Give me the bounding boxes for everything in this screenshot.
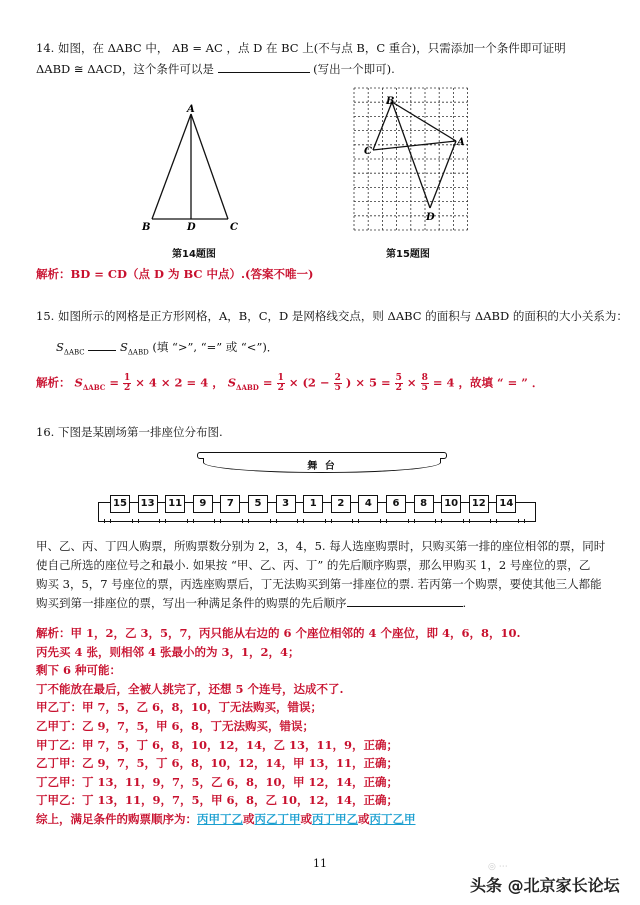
stage-label: 舞 台 bbox=[307, 461, 337, 472]
fraction-one-half bbox=[123, 374, 131, 393]
q14-analysis-label: 解析： bbox=[36, 267, 71, 281]
q16-para-line-2: 使自己所选的座位号之和最小. 如果按 “甲、乙、丙、丁” 的先后顺序购票，那么甲购买 1，2 号座位的票，乙 bbox=[36, 558, 591, 572]
q14-line2 bbox=[36, 60, 395, 77]
q14-analysis bbox=[36, 266, 313, 282]
q16-analysis-line-8: 乙丁甲：乙 9，7，5，丁 6，8，10，12，14，甲 13，11，正确； bbox=[36, 756, 399, 771]
q15-ans-part1: × 4 × 2 = 4 ， bbox=[135, 375, 224, 390]
q15-analysis-label: 解析： bbox=[36, 375, 71, 390]
q15-ans-eq2: = bbox=[262, 375, 273, 390]
fig15-label-c: C bbox=[364, 146, 372, 157]
fig15-grid bbox=[354, 88, 468, 230]
fraction-two-fifths bbox=[334, 374, 342, 393]
seat-3: 3 bbox=[276, 495, 296, 513]
figure-14 bbox=[136, 100, 256, 240]
seat-15: 15 bbox=[110, 495, 130, 513]
fraction-eight-fifths bbox=[421, 374, 429, 393]
seat-leg bbox=[490, 519, 497, 523]
seat-7: 7 bbox=[220, 495, 240, 513]
q16-analysis-line-4: 丁不能放在最后，全被人挑完了，还想 5 个连号，达成不了. bbox=[36, 681, 344, 696]
q16-summary-or-3: 或 bbox=[358, 811, 370, 826]
q16-summary-or-2: 或 bbox=[300, 811, 312, 826]
fig14-label-b: B bbox=[142, 222, 151, 233]
fig15-segment-ca bbox=[373, 141, 456, 150]
fig14-side-ac bbox=[191, 114, 228, 219]
seat-2: 2 bbox=[331, 495, 351, 513]
q15-ans-paren-open: × (2 − bbox=[288, 375, 330, 390]
watermark: 头条 @北京家长论坛 bbox=[470, 876, 620, 895]
fig14-label-a: A bbox=[187, 104, 195, 115]
frac-den: 5 bbox=[421, 383, 428, 393]
q16-para-line-4: 购买到第一排座位的票，写出一种满足条件的购票的先后顺序 . bbox=[36, 596, 467, 610]
q16-analysis-line-10: 丁甲乙：丁 13，11，9，7，5，甲 6，8，乙 10，12，14，正确； bbox=[36, 793, 399, 808]
frac-den: 2 bbox=[395, 383, 402, 393]
seat-1: 1 bbox=[303, 495, 323, 513]
q14-answer-blank bbox=[218, 60, 310, 73]
q16-summary-prefix: 综上，满足条件的购票顺序为： bbox=[36, 811, 197, 826]
seat-leg bbox=[380, 519, 387, 523]
seat-leg bbox=[214, 519, 221, 523]
frac-den: 5 bbox=[334, 383, 341, 393]
seat-leg bbox=[408, 519, 415, 523]
q15-answer-blank bbox=[88, 338, 116, 351]
frac-num: 1 bbox=[277, 373, 284, 383]
q16-summary-or-1: 或 bbox=[243, 811, 255, 826]
q14-line2-tail: (写出一个即可). bbox=[313, 62, 395, 76]
q15-s-abd-sub: ΔABD bbox=[127, 348, 149, 357]
seat-rail-legs bbox=[98, 519, 536, 523]
q15-ans-eq1: = bbox=[109, 375, 119, 390]
q16-summary-answer-1: 丙甲丁乙 bbox=[197, 811, 243, 826]
q14-line2-text: ΔABD ≅ ΔACD，这个条件可以是 bbox=[36, 62, 214, 76]
stage bbox=[197, 452, 447, 474]
seat-leg bbox=[187, 519, 194, 523]
seat-leg bbox=[463, 519, 470, 523]
fig15-caption: 第15题图 bbox=[386, 249, 430, 260]
frac-num: 2 bbox=[334, 373, 341, 383]
q15-s-abc: S bbox=[56, 340, 64, 354]
seat-14: 14 bbox=[496, 495, 516, 513]
fig14-label-c: C bbox=[230, 222, 238, 233]
q15-comparison bbox=[56, 338, 278, 360]
fig14-side-ab bbox=[152, 114, 191, 219]
q15-ans-s1-sub: ΔABC bbox=[82, 382, 106, 392]
seat-leg bbox=[518, 519, 525, 523]
q15-s-abd: S bbox=[119, 340, 128, 354]
seat-leg bbox=[104, 519, 111, 523]
q16-analysis-line-7: 甲丁乙：甲 7，5，丁 6，8，10，12，14，乙 13，11，9，正确； bbox=[36, 737, 399, 752]
q15-ans-s2-sub: ΔABD bbox=[236, 382, 259, 392]
q14-line1: 14. 如图，在 ΔABC 中， AB = AC ，点 D 在 BC 上(不与点 B，C 重合)，只需添加一个条件即可证明 bbox=[36, 41, 566, 55]
frac-den: 2 bbox=[123, 383, 131, 393]
page-number: 11 bbox=[313, 857, 327, 870]
q16-summary-answer-4: 丙丁乙甲 bbox=[369, 811, 416, 826]
q16-analysis-line-2: 丙先买 4 张，则相邻 4 张最小的为 3，1，2，4； bbox=[36, 644, 300, 659]
seat-13: 13 bbox=[138, 495, 158, 513]
q16-para-line-4-text: 购买到第一排座位的票，写出一种满足条件的购票的先后顺序 bbox=[36, 596, 347, 610]
q15-analysis bbox=[36, 374, 543, 396]
q16-para-line-1: 甲、乙、丙、丁四人购票，所购票数分别为 2，3，4，5. 每人选座购票时，只购买第一排的座位相邻的票，同时 bbox=[36, 539, 606, 553]
fraction-one-half-2 bbox=[277, 374, 285, 393]
q16-para-line-3: 购买 3，5，7 号座位的票，丙选座购票后，丁无法购买到第一排座位的票. 若丙第一个购票，要使其他三人都能 bbox=[36, 577, 602, 591]
q14-analysis-text: BD = CD（点 D 为 BC 中点）.(答案不唯一) bbox=[70, 267, 314, 281]
seat-4: 4 bbox=[358, 495, 378, 513]
q15-line1: 15. 如图所示的网格是正方形网格，A，B，C，D 是网格线交点，则 ΔABC 的面积与 ΔABD 的面积的大小关系为： bbox=[36, 309, 628, 323]
seat-leg bbox=[159, 519, 166, 523]
frac-den: 2 bbox=[277, 383, 284, 393]
seat-10: 10 bbox=[441, 495, 461, 513]
seat-leg bbox=[270, 519, 277, 523]
fig14-label-d: D bbox=[187, 222, 196, 233]
seat-leg bbox=[352, 519, 359, 523]
frac-num: 5 bbox=[395, 373, 402, 383]
q16-answer-blank bbox=[347, 594, 463, 607]
q16-analysis-line-3: 剩下 6 种可能： bbox=[36, 663, 122, 678]
watermark-decoration-icon: ◎ ⋯ bbox=[488, 862, 508, 872]
seat-leg bbox=[325, 519, 332, 523]
seat-11: 11 bbox=[165, 495, 185, 513]
q15-ans-paren-close: ) × 5 = bbox=[345, 375, 391, 390]
seat-leg bbox=[132, 519, 139, 523]
fraction-five-halves bbox=[395, 374, 403, 393]
frac-num: 1 bbox=[123, 373, 131, 383]
q15-ans-times: × bbox=[406, 375, 417, 390]
fig15-segment-ba bbox=[392, 102, 456, 141]
q16-analysis-line-1: 解析：甲 1，2，乙 3，5，7，丙只能从右边的 6 个座位相邻的 4 个座位，即 4，6，8，10. bbox=[36, 626, 521, 640]
seat-5: 5 bbox=[248, 495, 268, 513]
seat-6: 6 bbox=[386, 495, 406, 513]
seat-leg bbox=[242, 519, 249, 523]
q15-s-abc-sub: ΔABC bbox=[63, 348, 85, 357]
q16-paragraph bbox=[36, 537, 605, 613]
fig14-caption: 第14题图 bbox=[172, 249, 216, 260]
q15-fill-hint: (填 “>”, “=” 或 “<”)． bbox=[152, 340, 279, 354]
q15-ans-end: = 4 ，故填 “ = ” ． bbox=[432, 375, 544, 390]
q16-analysis bbox=[36, 624, 521, 829]
fig15-segment-ad bbox=[430, 141, 456, 208]
figure-15 bbox=[350, 84, 480, 236]
fig15-label-b: B bbox=[386, 96, 395, 107]
q15-ans-s2: S bbox=[227, 375, 237, 390]
q16-intro: 16. 下图是某剧场第一排座位分布图. bbox=[36, 425, 223, 439]
q16-summary-answer-3: 丙丁甲乙 bbox=[312, 811, 358, 826]
q16-summary bbox=[36, 810, 521, 829]
q16-analysis-line-6: 乙甲丁：乙 9，7，5，甲 6，8，丁无法购买，错误； bbox=[36, 718, 315, 733]
fig15-label-d: D bbox=[426, 212, 435, 223]
frac-num: 8 bbox=[421, 373, 428, 383]
seat-12: 12 bbox=[469, 495, 489, 513]
seat-leg bbox=[297, 519, 304, 523]
q16-analysis-line-5: 甲乙丁：甲 7，5，乙 6，8，10，丁无法购买，错误； bbox=[36, 700, 323, 715]
seat-9: 9 bbox=[193, 495, 213, 513]
q15-ans-s1: S bbox=[74, 375, 83, 390]
seat-leg bbox=[435, 519, 442, 523]
fig15-label-a: A bbox=[457, 137, 465, 148]
q16-summary-answer-2: 丙乙丁甲 bbox=[254, 811, 301, 826]
q16-analysis-line-9: 丁乙甲：丁 13，11，9，7，5，乙 6，8，10，甲 12，14，正确； bbox=[36, 774, 399, 789]
seat-8: 8 bbox=[414, 495, 434, 513]
